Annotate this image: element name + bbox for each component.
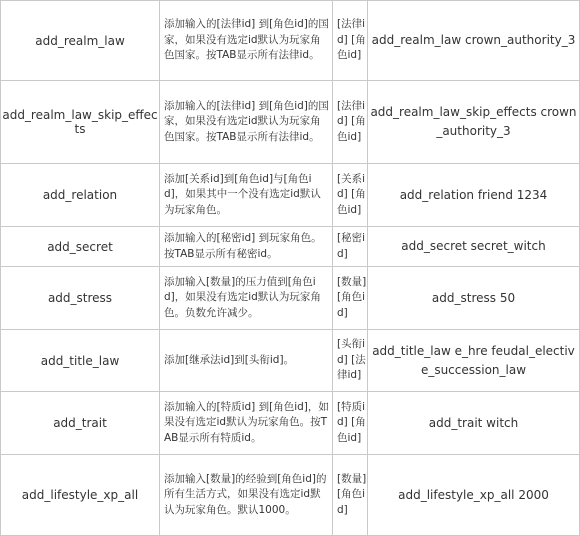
description-cell: 添加输入的[秘密id] 到玩家角色。按TAB显示所有秘密id。: [160, 227, 333, 267]
example-cell: add_lifestyle_xp_all 2000: [368, 455, 580, 536]
params-cell: [头衔id] [法律id]: [333, 330, 368, 392]
command-cell: add_trait: [1, 392, 160, 455]
params-cell: [法律id] [角色id]: [333, 81, 368, 164]
command-cell: add_secret: [1, 227, 160, 267]
table-row: [1, 164, 580, 227]
command-cell: add_title_law: [1, 330, 160, 392]
table-row: [1, 227, 580, 267]
params-cell: [秘密id]: [333, 227, 368, 267]
description-cell: 添加输入[数量]的经验到[角色id]的所有生活方式，如果没有选定id默认为玩家角色。默认1000。: [160, 455, 333, 536]
description-cell: 添加输入的[法律id] 到[角色id]的国家，如果没有选定id默认为玩家角色国家。按TAB显示所有法律id。: [160, 81, 333, 164]
description-cell: 添加输入的[法律id] 到[角色id]的国家，如果没有选定id默认为玩家角色国家。按TAB显示所有法律id。: [160, 1, 333, 81]
params-cell: [关系id] [角色id]: [333, 164, 368, 227]
table-row: [1, 392, 580, 455]
description-cell: 添加[关系id]到[角色id]与[角色id]，如果其中一个没有选定id默认为玩家角色。: [160, 164, 333, 227]
params-cell: [数量] [角色id]: [333, 267, 368, 330]
command-cell: add_stress: [1, 267, 160, 330]
example-cell: add_trait witch: [368, 392, 580, 455]
command-cell: add_relation: [1, 164, 160, 227]
table-row: [1, 330, 580, 392]
table-row: [1, 455, 580, 536]
example-cell: add_relation friend 1234: [368, 164, 580, 227]
description-cell: 添加输入的[特质id] 到[角色id]，如果没有选定id默认为玩家角色。按TAB显示所有特质id。: [160, 392, 333, 455]
table-row: [1, 1, 580, 81]
table-row: [1, 267, 580, 330]
params-cell: [特质id] [角色id]: [333, 392, 368, 455]
example-cell: add_realm_law crown_authority_3: [368, 1, 580, 81]
example-cell: add_title_law e_hre feudal_elective_succession_law: [368, 330, 580, 392]
description-cell: 添加[继承法id]到[头衔id]。: [160, 330, 333, 392]
params-cell: [数量] [角色id]: [333, 455, 368, 536]
command-cell: add_lifestyle_xp_all: [1, 455, 160, 536]
example-cell: add_secret secret_witch: [368, 227, 580, 267]
table-row: [1, 81, 580, 164]
example-cell: add_realm_law_skip_effects crown_authority_3: [368, 81, 580, 164]
command-cell: add_realm_law_skip_effects: [1, 81, 160, 164]
example-cell: add_stress 50: [368, 267, 580, 330]
command-cell: add_realm_law: [1, 1, 160, 81]
description-cell: 添加输入[数量]的压力值到[角色id]，如果没有选定id默认为玩家角色。负数允许减少。: [160, 267, 333, 330]
params-cell: [法律id] [角色id]: [333, 1, 368, 81]
